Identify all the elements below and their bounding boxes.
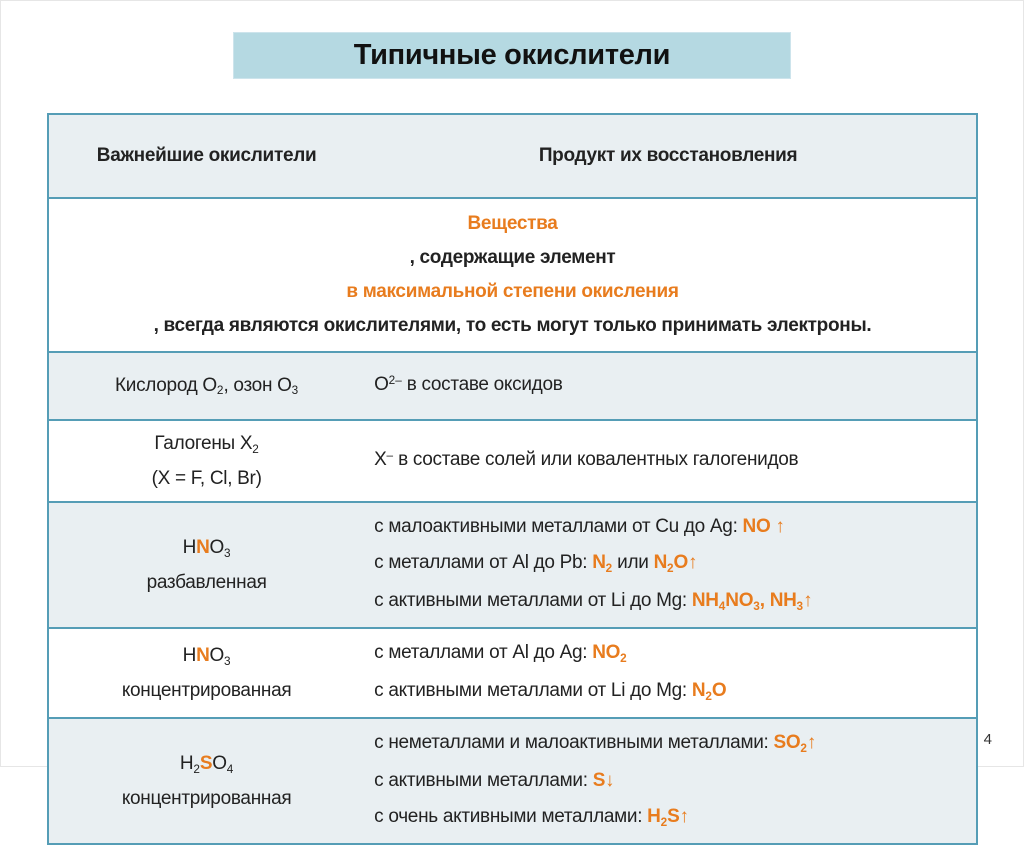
oxidizer-cell bbox=[49, 629, 364, 717]
text-line: с металлами от Al до Pb: N2 или N2O↑ bbox=[374, 552, 698, 575]
text-line: с активными металлами от Li до Mg: NH4NO3, NH3↑ bbox=[374, 590, 813, 613]
products-cell bbox=[364, 719, 976, 843]
products-cell bbox=[364, 629, 976, 717]
header-products-label: Продукт их восстановления bbox=[538, 145, 798, 166]
text-line: с очень активными металлами: H2S↑ bbox=[374, 806, 689, 829]
page-title: Типичные окислители bbox=[353, 39, 671, 71]
table-row-h2so4-concentrated bbox=[49, 719, 976, 843]
oxidizer-cell bbox=[49, 421, 364, 501]
table-row-halogens bbox=[49, 421, 976, 503]
table-row-hno3-concentrated bbox=[49, 629, 976, 719]
oxidizer-cell bbox=[49, 353, 364, 419]
text-line: Х– в составе солей или ковалентных галогенидов bbox=[374, 449, 799, 470]
text-line: концентрированная bbox=[121, 680, 292, 701]
text-line: с активными металлами от Li до Mg: N2O bbox=[374, 680, 727, 703]
header-oxidizers-label: Важнейшие окислители bbox=[96, 145, 317, 166]
text-line: с малоактивными металлами от Cu до Ag: NO ↑ bbox=[374, 516, 785, 537]
text-line: Кислород О2, озон О3 bbox=[115, 374, 299, 398]
oxidizer-cell bbox=[49, 503, 364, 627]
products-cell bbox=[364, 353, 976, 419]
products-cell bbox=[364, 503, 976, 627]
title-banner bbox=[233, 32, 791, 79]
text-line: H2SO4 bbox=[179, 753, 234, 776]
header-products bbox=[364, 115, 976, 197]
table-header-row bbox=[49, 115, 976, 199]
header-oxidizers bbox=[49, 115, 364, 197]
note-text: Вещества , содержащие элемент в максимальной степени окисления , всегда являются окислителями, то есть могут только принимать электроны. bbox=[153, 213, 872, 336]
oxidizers-table bbox=[47, 113, 978, 845]
text-line: $О^{2-}$ в составе оксидов bbox=[374, 374, 563, 395]
note-row bbox=[49, 199, 976, 353]
text-line: концентрированная bbox=[121, 788, 292, 809]
text-line: с активными металлами: S↓ bbox=[374, 770, 615, 791]
table-row-hno3-dilute bbox=[49, 503, 976, 629]
oxidizer-cell bbox=[49, 719, 364, 843]
page-number: 4 bbox=[983, 731, 992, 748]
text-line: Галогены Х2 bbox=[154, 433, 259, 456]
text-line: HNO3 bbox=[182, 537, 231, 560]
text-line: HNO3 bbox=[182, 645, 231, 668]
text-line: (X = F, Cl, Br) bbox=[151, 468, 262, 489]
text-line: с неметаллами и малоактивными металлами: SO2↑ bbox=[374, 732, 817, 755]
text-line: с металлами от Al до Ag: NO2 bbox=[374, 642, 627, 665]
products-cell bbox=[364, 421, 976, 501]
text-line: разбавленная bbox=[146, 572, 267, 593]
table-row-oxygen bbox=[49, 353, 976, 421]
